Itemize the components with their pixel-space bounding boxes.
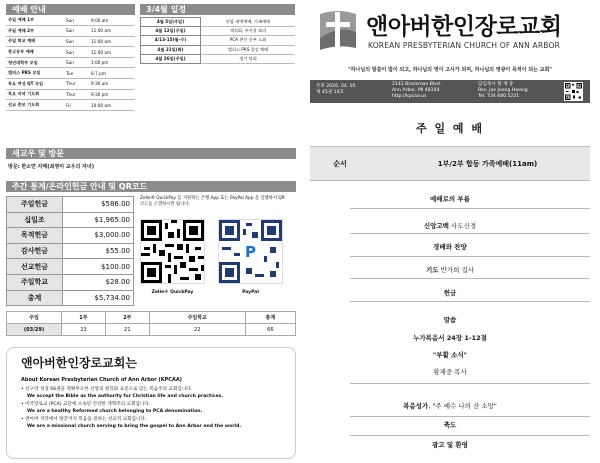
zelle-qr-code[interactable]: [140, 219, 205, 284]
order-item: [310, 401, 590, 410]
table-row: [7, 312, 296, 324]
table-row: [7, 197, 134, 213]
service-name: 주일 학교 예배: [6, 36, 64, 47]
order-item-title: 기도: [425, 266, 439, 274]
offering-amount: $3,000.00: [63, 228, 134, 244]
paypal-qr-code[interactable]: [218, 219, 283, 284]
table-row: [6, 79, 135, 90]
schedule-section: [140, 4, 295, 64]
about-subtitle: About Korean Presbyterian Church of Ann Arbor (KPCAA): [21, 377, 182, 383]
offering-label: 목적헌금: [7, 228, 63, 244]
table-row: [6, 15, 135, 26]
order-item: [310, 288, 590, 297]
newcomers-section: [6, 148, 296, 174]
service-name: 중고등부 예배: [6, 47, 64, 58]
table-row: [6, 57, 135, 68]
service-name: 선교 중보 기도회: [6, 100, 64, 111]
about-item-en: We are a missional church serving to bring the gospel to Ann Arbor and the world.: [27, 423, 242, 429]
schedule-event: PCA 한인 중부 노회: [201, 36, 296, 45]
service-title: 주 일 예 배: [416, 122, 484, 135]
address-info: [392, 82, 441, 100]
offering-label: 총계: [7, 290, 63, 306]
schedule-date: 4월 5일(주일): [141, 18, 201, 27]
service-day: Sun: [64, 26, 89, 37]
attendance-date: (03/29): [7, 324, 62, 336]
offering-table: [6, 196, 134, 306]
schedule-date: 4월 26일(주일): [141, 54, 201, 63]
service-day: Thur: [64, 89, 89, 100]
order-item: [310, 265, 590, 274]
table-row: [141, 54, 296, 63]
attendance-header: 주일: [7, 312, 62, 324]
table-row: [6, 89, 135, 100]
attendance-value: 66: [245, 324, 295, 336]
pastor-info: [478, 82, 528, 100]
list-item: [21, 417, 281, 430]
service-day: Tue: [64, 68, 89, 79]
attendance-header: 주일학교: [149, 312, 245, 324]
divider: [350, 256, 590, 257]
order-item-title: 누가복음서 24장 1-12절: [413, 334, 487, 342]
order-item-title: 헌금: [443, 289, 457, 297]
divider: [350, 383, 590, 384]
offering-section: [6, 181, 296, 306]
table-row: [6, 36, 135, 47]
service-name: 목요 여성 QT 모임: [6, 79, 64, 90]
table-row: [141, 27, 296, 36]
church-name-en: KOREAN PRESBYTERIAN CHURCH OF ANN ARBOR: [368, 41, 560, 50]
about-item-ko: • 미국장로교 (PCA) 교단에 소속된 건강한 개혁주의 교회입니다.: [21, 402, 151, 408]
order-item-person: 사도신경: [448, 222, 477, 230]
offering-amount: $5,734.00: [63, 290, 134, 306]
service-day: Sun: [64, 15, 89, 26]
attendance-value: 23: [62, 324, 106, 336]
service-name: 캠퍼스 PRS 모임: [6, 68, 64, 79]
service-name: 주일 예배 2부: [6, 26, 64, 37]
offering-amount: $1,965.00: [63, 212, 134, 228]
order-item-title: 예배로의 부름: [430, 195, 470, 203]
service-name: 목요 저녁 기도회: [6, 89, 64, 100]
divider: [350, 435, 590, 436]
offering-amount: $55.00: [63, 243, 134, 259]
service-time: 9:30 pm: [89, 89, 135, 100]
order-item-title: 경배와 찬양: [433, 243, 467, 251]
divider: [350, 208, 590, 209]
info-bar: [310, 80, 590, 103]
website-link[interactable]: http://kpcaa.us: [392, 94, 427, 99]
order-item: [310, 333, 590, 342]
attendance-value: 21: [105, 324, 149, 336]
service-time: 11:00 am: [89, 36, 135, 47]
offering-amount: $100.00: [63, 259, 134, 275]
order-header-col2: 1부/2부 합동 가족예배(11am): [437, 160, 538, 168]
service-time: 9:00 am: [89, 15, 135, 26]
table-row: [7, 243, 134, 259]
offering-label: 감사헌금: [7, 243, 63, 259]
offering-label: 주일헌금: [7, 197, 63, 213]
worship-table: [6, 15, 135, 111]
order-item-person: , "주 예수 나의 산 소망": [428, 402, 497, 410]
issue-date: 주후 2026. 04. 05.: [316, 84, 358, 89]
worship-guide-title: 예배 안내: [6, 4, 135, 15]
table-row: [7, 324, 296, 336]
divider: [350, 301, 590, 302]
right-page: [300, 0, 600, 463]
about-item-ko: • 신구약 성경 66권을 정확무오한 신앙의 원리와 표준으로 믿는 복음주의 교회입니다.: [21, 387, 193, 392]
service-day: Fri: [64, 100, 89, 111]
worship-guide: [6, 4, 135, 111]
about-item-ko: • 앤아버 지역에서 땅끝까지 복음을 전하는 선교적 교회입니다.: [21, 417, 147, 423]
service-name: 주일 예배 1부: [6, 15, 64, 26]
offering-label: 선교헌금: [7, 259, 63, 275]
church-motto: "하나님의 말씀이 법이 되고, 하나님의 영이 고사가 되며, 하나님의 영광이 목적이 되는 교회": [348, 67, 552, 73]
schedule-event: 캠퍼스 PRS 종강 예배: [201, 45, 296, 54]
zelle-caption: Zelle® QuickPay: [151, 290, 194, 295]
newcomers-title: 새교우 및 방문: [6, 148, 296, 159]
attendance-table: [6, 311, 296, 336]
order-item: [310, 194, 590, 203]
issue-volume: 제 45권 14호: [316, 90, 344, 95]
schedule-event: 정기 당회: [201, 54, 296, 63]
about-item-en: We are a healthy Reformed church belonging to PCA denomination.: [27, 408, 203, 414]
table-row: [6, 68, 135, 79]
schedule-event: 연합 새벽예배, 가족예배: [201, 18, 296, 27]
schedule-date: 4/13-15(월-수): [141, 36, 201, 45]
table-row: [6, 100, 135, 111]
schedule-date: 4월 21일(화): [141, 45, 201, 54]
service-day: Thur: [64, 79, 89, 90]
table-row: [141, 36, 296, 45]
table-row: [141, 45, 296, 54]
church-logo-icon: [318, 8, 358, 52]
service-time: 10:00 am: [89, 100, 135, 111]
attendance-value: 22: [149, 324, 245, 336]
service-day: Sun: [64, 57, 89, 68]
about-item-en: We accept the Bible as the authority for Christian life and church practices.: [27, 393, 224, 399]
qr-code-icon: [141, 220, 204, 283]
table-row: [6, 26, 135, 37]
offering-label: 주일학교: [7, 274, 63, 290]
table-row: [7, 290, 134, 306]
table-row: [7, 228, 134, 244]
about-church: [6, 347, 296, 459]
divider: [350, 278, 590, 279]
service-name: 청년대학부 모임: [6, 57, 64, 68]
offering-amount: $28.00: [63, 274, 134, 290]
order-item: [310, 440, 590, 449]
address-line: Ann Arbor, MI 48104: [392, 88, 440, 93]
issue-info: [316, 84, 357, 96]
order-item: [310, 315, 590, 324]
table-row: [7, 259, 134, 275]
attendance-header: 1부: [62, 312, 106, 324]
order-item-person: 황재중 목사: [433, 368, 467, 376]
about-title: 앤아버한인장로교회는: [21, 356, 137, 370]
qr-code-icon: [219, 220, 282, 283]
list-item: [21, 387, 281, 400]
svg-text:P: P: [245, 242, 256, 261]
service-time: 11:00 am: [89, 47, 135, 58]
table-row: [6, 47, 135, 58]
pastor-name-en: Rev. Jae Joong Hwang: [478, 88, 528, 93]
offering-title: 주간 통계/온라인헌금 안내 및 QR코드: [6, 181, 296, 192]
order-item-title: 축도: [443, 421, 457, 429]
order-item: [310, 350, 590, 359]
attendance-header: 2부: [105, 312, 149, 324]
phone-number: Tel. 734 680 5221: [478, 94, 520, 99]
paypal-caption: PayPal: [242, 290, 259, 295]
list-item: [21, 402, 281, 415]
table-row: [141, 18, 296, 27]
service-time: 9:30 am: [89, 79, 135, 90]
offering-label: 십일조: [7, 212, 63, 228]
order-header-col1: 순서: [333, 160, 347, 168]
offering-amount: $586.00: [63, 197, 134, 213]
schedule-title: 3/4월 일정: [140, 4, 295, 15]
order-item-title: 복음성가: [403, 402, 429, 410]
order-header: [310, 146, 590, 181]
order-item-title: 신앙고백: [423, 222, 449, 230]
service-day: Sun: [64, 47, 89, 58]
table-row: [7, 212, 134, 228]
order-item-title: 광고 및 환영: [432, 441, 468, 449]
service-time: 1:00 pm: [89, 57, 135, 68]
order-item: [310, 367, 590, 376]
service-time: 11:00 am: [89, 26, 135, 37]
qr-code-icon: [564, 82, 583, 101]
church-name-ko: 앤아버한인장로교회: [366, 14, 562, 40]
order-item: [310, 242, 590, 251]
attendance-header: 총계: [245, 312, 295, 324]
order-item: [310, 420, 590, 429]
order-item-title: "부활 소식": [432, 351, 468, 359]
table-row: [7, 274, 134, 290]
service-time: 6-7 pm: [89, 68, 135, 79]
schedule-event: 제직회, 부서장 회의: [201, 27, 296, 36]
order-item-person: 반가희 집사: [438, 266, 475, 274]
pastor-name-ko: 담임목사 황 재 중: [478, 82, 514, 87]
address-line: 2141 Brockman Blvd.: [392, 82, 442, 87]
qr-instructions: Zelle® QuickPay 를 지원하는 은행 App 또는 PayPal App 을 실행하셔 QR 코드를 스캔하시면 됩니다.: [140, 196, 285, 207]
order-item: [310, 221, 590, 230]
schedule-date: 4월 12일(주일): [141, 27, 201, 36]
website-qr-code[interactable]: [564, 82, 583, 101]
order-item-title: 말씀: [443, 316, 457, 324]
divider: [350, 416, 590, 417]
service-day: Sun: [64, 36, 89, 47]
newcomers-text: 방문: 한소연 자매(최영미 교우의 자녀): [8, 164, 94, 170]
schedule-table: [140, 17, 295, 64]
divider: [350, 233, 590, 234]
